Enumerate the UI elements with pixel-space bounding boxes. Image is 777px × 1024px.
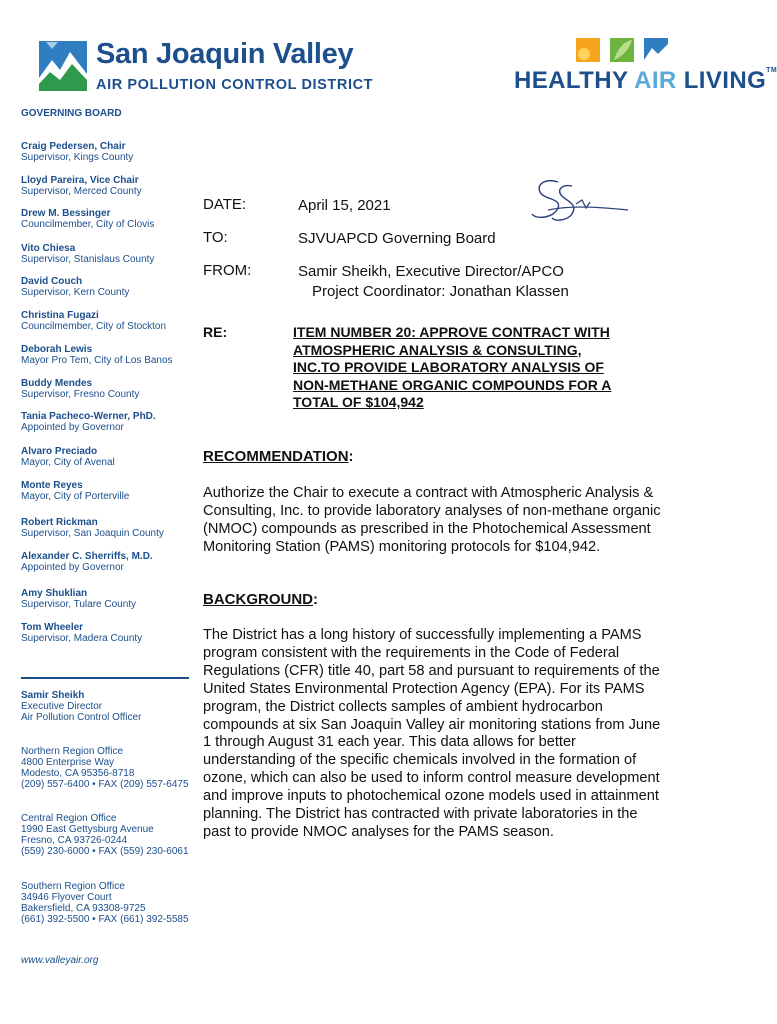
- paragraph-line: Regulations (CFR) title 40, part 58 and pursuant to requirements of the: [203, 662, 660, 679]
- board-member: [21, 446, 115, 468]
- office-phone: (209) 557-6400 • FAX (209) 557-6475: [21, 779, 189, 790]
- heading-colon: :: [313, 591, 318, 608]
- office-name: Southern Region Office: [21, 881, 125, 892]
- sidebar-divider: [21, 677, 189, 679]
- paragraph-line: Monitoring Station (PAMS) monitoring protocols for $104,942.: [203, 538, 601, 555]
- paragraph-line: program consistent with the requirements in the Code of Federal: [203, 644, 620, 661]
- member-role: Appointed by Governor: [21, 562, 124, 573]
- member-role: Supervisor, Madera County: [21, 633, 143, 644]
- from-label: FROM:: [203, 262, 252, 279]
- org-subtitle: AIR POLLUTION CONTROL DISTRICT: [96, 77, 374, 93]
- member-name: Tania Pacheco-Werner, PhD.: [21, 411, 156, 422]
- hal-air: AIR: [634, 67, 677, 94]
- member-role: Councilmember, City of Clovis: [21, 219, 155, 230]
- board-member: [21, 175, 142, 197]
- member-name: David Couch: [21, 276, 83, 287]
- office-name: Northern Region Office: [21, 746, 124, 757]
- re-line: TOTAL OF $104,942: [293, 394, 424, 410]
- date-label: DATE:: [203, 196, 247, 213]
- paragraph-line: compounds at six San Joaquin Valley air monitoring stations from June: [203, 716, 661, 733]
- hal-tm: TM: [766, 67, 777, 74]
- board-member: [21, 551, 153, 573]
- member-role: Supervisor, Kern County: [21, 287, 130, 298]
- board-member: [21, 141, 133, 163]
- office-phone: (559) 230-6000 • FAX (559) 230-6061: [21, 846, 189, 857]
- paragraph-line: Authorize the Chair to execute a contract with Atmospheric Analysis &: [203, 485, 654, 501]
- member-role: Appointed by Governor: [21, 422, 124, 433]
- member-name: Tom Wheeler: [21, 622, 84, 633]
- member-name: Drew M. Bessinger: [21, 208, 111, 219]
- re-subject: [293, 324, 653, 412]
- member-role: Mayor, City of Avenal: [21, 457, 115, 468]
- paragraph-line: and improve inputs to photochemical ozone models used in attainment: [203, 788, 659, 805]
- executive-title: Executive Director: [21, 701, 103, 712]
- member-name: Monte Reyes: [21, 480, 83, 491]
- recommendation-heading: [203, 448, 354, 465]
- board-member: [21, 276, 129, 298]
- paragraph-line: United States Environmental Protection Agency (EPA). For its PAMS: [203, 680, 645, 697]
- office-street: 4800 Enterprise Way: [21, 757, 115, 768]
- member-name: Christina Fugazi: [21, 310, 99, 321]
- member-name: Craig Pedersen, Chair: [21, 141, 126, 152]
- office-name: Central Region Office: [21, 813, 117, 824]
- member-role: Supervisor, Kings County: [21, 152, 134, 163]
- member-role: Councilmember, City of Stockton: [21, 321, 167, 332]
- southern-region-office: [21, 881, 189, 925]
- mountain-logo-icon: [38, 40, 88, 92]
- board-member: [21, 480, 129, 502]
- to-label: TO:: [203, 229, 228, 246]
- member-role: Supervisor, Stanislaus County: [21, 254, 155, 265]
- from-value: Samir Sheikh, Executive Director/APCO: [298, 263, 564, 280]
- healthy-air-living-logo: [510, 36, 777, 96]
- paragraph-line: The District has a long history of successfully implementing a PAMS: [203, 627, 642, 643]
- member-name: Lloyd Pareira, Vice Chair: [21, 175, 139, 186]
- board-member: [21, 344, 173, 366]
- background-heading-text: BACKGROUND: [203, 591, 313, 608]
- member-name: Alvaro Preciado: [21, 446, 98, 457]
- board-member: [21, 310, 166, 332]
- office-city: Bakersfield, CA 93308-9725: [21, 903, 146, 914]
- heading-colon: :: [348, 448, 354, 465]
- background-paragraph: [203, 627, 683, 842]
- member-role: Supervisor, Fresno County: [21, 389, 140, 400]
- re-line: ATMOSPHERIC ANALYSIS & CONSULTING,: [293, 341, 582, 358]
- re-line: NON-METHANE ORGANIC COMPOUNDS FOR A: [293, 376, 612, 393]
- member-role: Supervisor, Merced County: [21, 186, 142, 197]
- member-name: Amy Shuklian: [21, 588, 88, 599]
- office-phone: (661) 392-5500 • FAX (661) 392-5585: [21, 914, 189, 925]
- paragraph-line: Consulting, Inc. to provide laboratory analyses of non-methane organic: [203, 502, 661, 519]
- board-member: [21, 243, 154, 265]
- office-city: Modesto, CA 95356-8718: [21, 768, 135, 779]
- board-member: [21, 517, 164, 539]
- healthy-air-living-icons: [576, 36, 672, 64]
- board-member: [21, 378, 139, 400]
- paragraph-line: understanding of the specific chemicals involved in the formation of: [203, 752, 637, 769]
- paragraph-line: past to provide NMOC analyses for the PAMS season.: [203, 823, 554, 840]
- executive-name: Samir Sheikh: [21, 690, 85, 701]
- recommendation-heading-text: RECOMMENDATION: [203, 448, 349, 465]
- paragraph-line: (NMOC) compounds as prescribed in the Photochemical Assessment: [203, 520, 651, 537]
- member-name: Robert Rickman: [21, 517, 98, 528]
- office-city: Fresno, CA 93726-0244: [21, 835, 128, 846]
- hal-healthy: HEALTHY: [514, 67, 628, 94]
- re-label: RE:: [203, 324, 228, 340]
- board-member: [21, 411, 156, 433]
- paragraph-line: ozone, which can also be used to inform control measure development: [203, 770, 660, 787]
- member-name: Deborah Lewis: [21, 344, 93, 355]
- website-link[interactable]: www.valleyair.org: [21, 955, 99, 966]
- member-role: Supervisor, San Joaquin County: [21, 528, 164, 539]
- re-line: INC.TO PROVIDE LABORATORY ANALYSIS OF: [293, 359, 604, 375]
- member-name: Alexander C. Sherriffs, M.D.: [21, 551, 153, 562]
- date-value: April 15, 2021: [298, 197, 391, 214]
- board-member: [21, 208, 154, 230]
- office-street: 34946 Flyover Court: [21, 892, 112, 903]
- executive-title-2: Air Pollution Control Officer: [21, 712, 142, 723]
- recommendation-paragraph: [203, 485, 683, 557]
- sjv-apcd-logo: [38, 38, 374, 98]
- to-value: SJVUAPCD Governing Board: [298, 230, 496, 247]
- governing-board-title: GOVERNING BOARD: [21, 108, 122, 119]
- paragraph-line: planning. The District has contracted with private laboratories in the: [203, 806, 638, 823]
- project-coordinator: Project Coordinator: Jonathan Klassen: [312, 283, 569, 300]
- member-role: Mayor, City of Porterville: [21, 491, 130, 502]
- board-member: [21, 622, 142, 644]
- office-street: 1990 East Gettysburg Avenue: [21, 824, 154, 835]
- northern-region-office: [21, 746, 189, 790]
- signature-graphic: [528, 176, 632, 234]
- healthy-air-living-wordmark: [514, 67, 777, 95]
- re-line: ITEM NUMBER 20: APPROVE CONTRACT WITH: [293, 324, 610, 340]
- paragraph-line: 1 through August 31 each year. This data allows for better: [203, 734, 576, 751]
- executive-director: [21, 690, 141, 723]
- central-region-office: [21, 813, 189, 857]
- hal-living: LIVING: [683, 67, 767, 94]
- paragraph-line: program, the District collects samples of ambient hydrocarbon: [203, 698, 603, 715]
- board-member: [21, 588, 136, 610]
- background-heading: [203, 591, 318, 608]
- member-name: Buddy Mendes: [21, 378, 93, 389]
- org-name: San Joaquin Valley: [96, 38, 354, 70]
- member-name: Vito Chiesa: [21, 243, 76, 254]
- member-role: Mayor Pro Tem, City of Los Banos: [21, 355, 173, 366]
- member-role: Supervisor, Tulare County: [21, 599, 137, 610]
